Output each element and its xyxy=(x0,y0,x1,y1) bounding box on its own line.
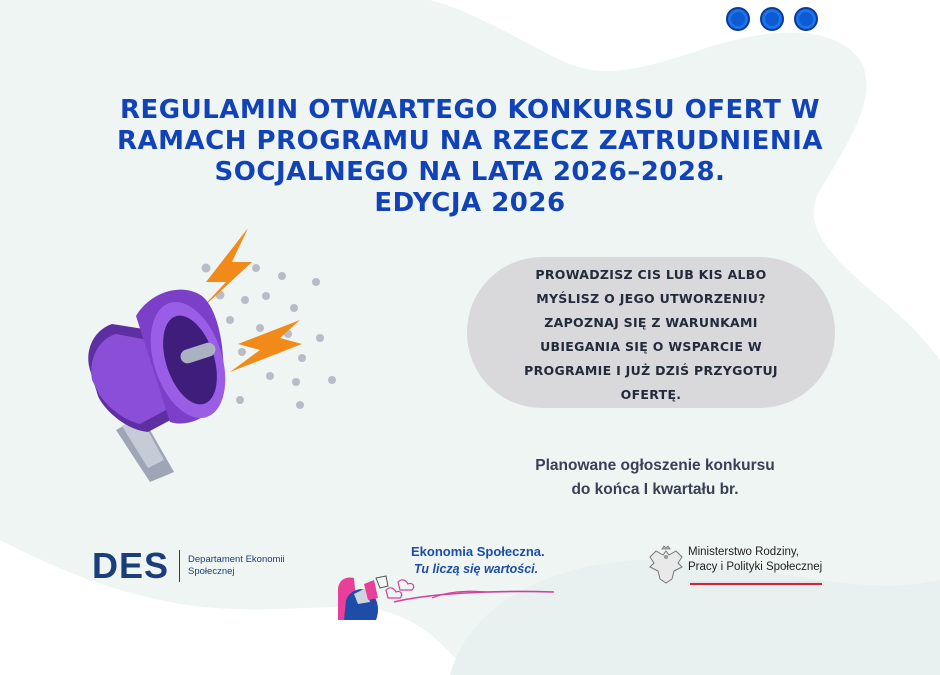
title-line: EDYCJA 2026 xyxy=(374,188,566,218)
megaphone-icon xyxy=(88,290,239,482)
des-logo-text xyxy=(188,554,285,578)
des-logo xyxy=(92,545,285,586)
bubble-line: MYŚLISZ O JEGO UTWORZENIU? xyxy=(536,291,766,306)
bubble-line: UBIEGANIA SIĘ O WSPARCIE W xyxy=(540,339,762,354)
announcement xyxy=(470,454,840,502)
des-logo-text-line: Społecznej xyxy=(188,566,235,577)
ministry-flag-rule xyxy=(690,581,822,585)
des-logo-text-line: Departament Ekonomii xyxy=(188,554,285,565)
announcement-line: do końca I kwartału br. xyxy=(571,481,739,498)
eagle-emblem-icon xyxy=(648,545,684,585)
ministry-logo-text-line: Ministerstwo Rodziny, xyxy=(688,546,799,558)
dot-icon xyxy=(794,7,818,31)
title-line: RAMACH PROGRAMU NA RZECZ ZATRUDNIENIA xyxy=(117,126,823,156)
bubble-line: ZAPOZNAJ SIĘ Z WARUNKAMI xyxy=(544,315,758,330)
ministry-logo-text xyxy=(688,545,822,575)
info-bubble xyxy=(467,257,835,408)
dot-icon xyxy=(760,7,784,31)
dot-icon xyxy=(726,7,750,31)
title-line: REGULAMIN OTWARTEGO KONKURSU OFERT W xyxy=(119,95,821,125)
bubble-line: PROWADZISZ CIS LUB KIS ALBO xyxy=(535,267,767,282)
bubble-line: PROGRAMIE I JUŻ DZIŚ PRZYGOTUJ xyxy=(524,363,778,378)
page-title xyxy=(60,95,880,219)
lightning-icon xyxy=(230,320,302,372)
des-logo-mark: DES xyxy=(92,545,170,586)
des-logo-divider xyxy=(179,550,180,582)
ekonomia-logo-line1: Ekonomia Społeczna. xyxy=(411,544,545,559)
title-line: SOCJALNEGO NA LATA 2026–2028. xyxy=(214,157,726,187)
megaphone-illustration xyxy=(70,220,350,490)
ministry-logo xyxy=(648,545,822,585)
bubble-line: OFERTĘ. xyxy=(620,387,682,402)
decorative-dots xyxy=(726,7,818,31)
ministry-logo-text-line: Pracy i Polityki Społecznej xyxy=(688,561,823,573)
ekonomia-logo-line2: Tu liczą się wartości. xyxy=(414,562,539,576)
ekonomia-spoleczna-logo xyxy=(336,540,558,620)
announcement-line: Planowane ogłoszenie konkursu xyxy=(535,457,775,474)
